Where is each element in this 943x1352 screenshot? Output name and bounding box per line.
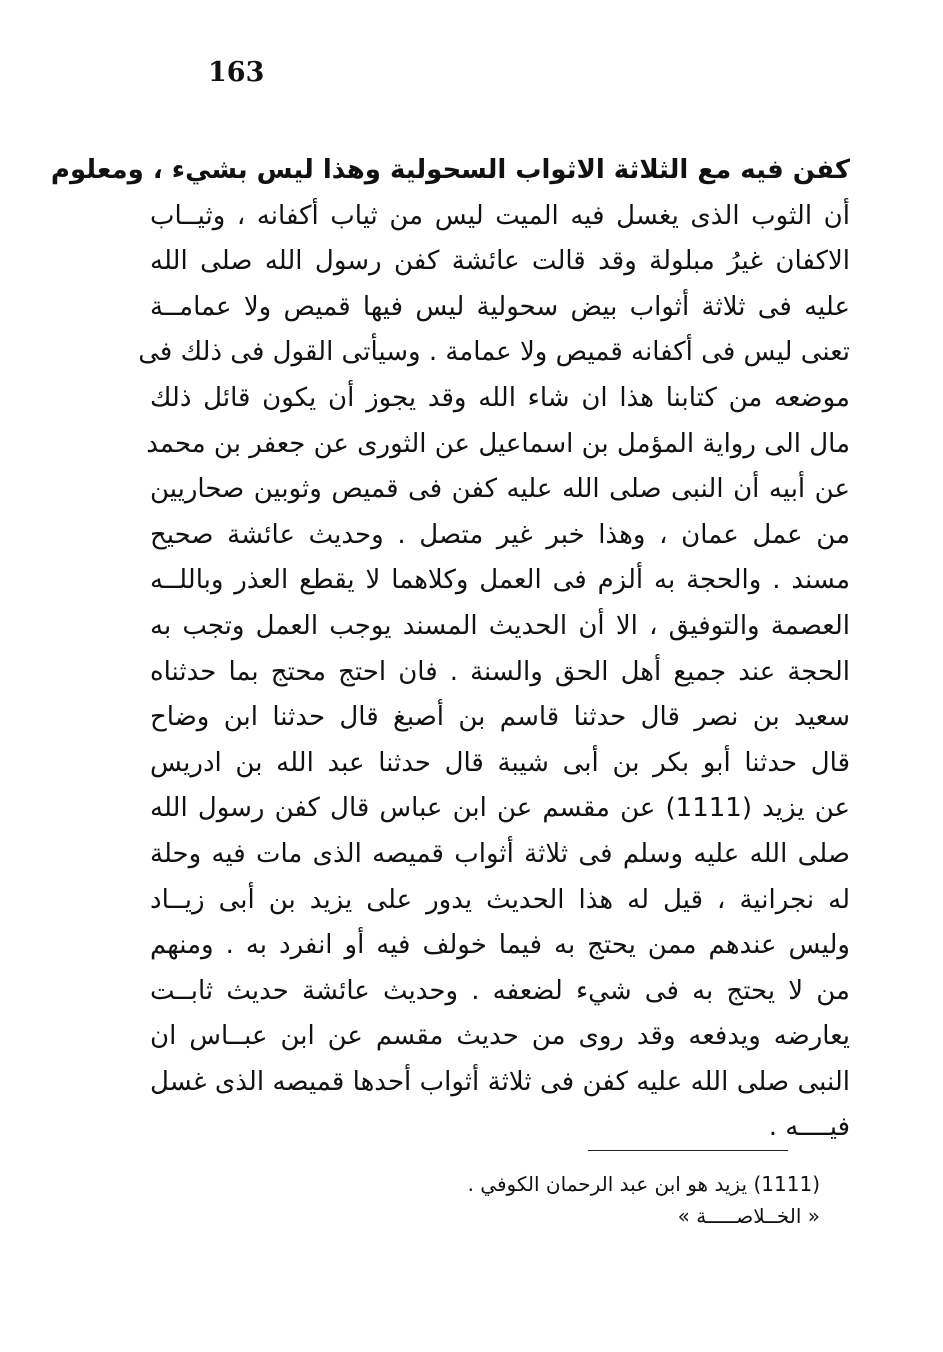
body-line: يعارضه ويدفعه وقد روى من حديث مقسم عن ابن عبــاس ان <box>150 1021 850 1052</box>
footnote-divider <box>588 1150 788 1151</box>
footnote <box>380 1168 820 1232</box>
footnote-source: « الخــلاصـــــة » <box>677 1204 820 1228</box>
footnote-marker: (1111) <box>753 1172 820 1196</box>
body-line: عن أبيه أن النبى صلى الله عليه كفن فى قميص وثوبين صحاريين <box>150 474 850 505</box>
body-line: العصمة والتوفيق ، الا أن الحديث المسند يوجب العمل وتجب به <box>150 610 850 641</box>
body-line: مسند . والحجة به ألزم فى العمل وكلاهما لا يقطع العذر وباللــه <box>150 565 850 596</box>
body-line: موضعه من كتابنا هذا ان شاء الله وقد يجوز أن يكون قائل ذلك <box>150 382 850 413</box>
body-line: سعيد بن نصر قال حدثنا قاسم بن أصبغ قال حدثنا ابن وضاح <box>150 702 850 733</box>
body-line: كفن فيه مع الثلاثة الاثواب السحولية وهذا ليس بشيء ، ومعلوم <box>50 155 850 185</box>
body-text <box>50 148 850 1151</box>
body-line: الحجة عند جميع أهل الحق والسنة . فان احتج محتج بما حدثناه <box>150 656 850 687</box>
page-number: 163 <box>208 57 265 88</box>
footnote-text: يزيد هو ابن عبد الرحمان الكوفي . <box>467 1172 748 1196</box>
body-line: أن الثوب الذى يغسل فيه الميت ليس من ثياب أكفانه ، وثيــاب <box>150 200 850 231</box>
body-line: صلى الله عليه وسلم فى ثلاثة أثواب قميصه الذى مات فيه وحلة <box>150 838 850 869</box>
body-line: فيــــه . <box>768 1112 850 1143</box>
body-line: عليه فى ثلاثة أثواب بيض سحولية ليس فيها قميص ولا عمامــة <box>150 291 850 322</box>
body-line: من عمل عمان ، وهذا خبر غير متصل . وحديث عائشة صحيح <box>150 519 850 550</box>
body-line: النبى صلى الله عليه كفن فى ثلاثة أثواب أحدها قميصه الذى غسل <box>150 1066 850 1097</box>
body-line: مال الى رواية المؤمل بن اسماعيل عن الثورى عن جعفر بن محمد <box>146 428 850 459</box>
body-line: عن يزيد (1111) عن مقسم عن ابن عباس قال كفن رسول الله <box>150 793 850 824</box>
footnote-line <box>380 1168 820 1200</box>
body-line: من لا يحتج به فى شيء لضعفه . وحديث عائشة حديث ثابــت <box>150 975 850 1006</box>
body-line: وليس عندهم ممن يحتج به فيما خولف فيه أو انفرد به . ومنهم <box>150 930 850 961</box>
body-line: قال حدثنا أبو بكر بن أبى شيبة قال حدثنا عبد الله بن ادريس <box>150 747 850 778</box>
body-line: تعنى ليس فى أكفانه قميص ولا عمامة . وسيأتى القول فى ذلك فى <box>138 337 850 368</box>
body-line: الاكفان غيرُ مبلولة وقد قالت عائشة كفن رسول الله صلى الله <box>150 246 850 277</box>
body-line: له نجرانية ، قيل له هذا الحديث يدور على يزيد بن أبى زيــاد <box>150 884 850 915</box>
